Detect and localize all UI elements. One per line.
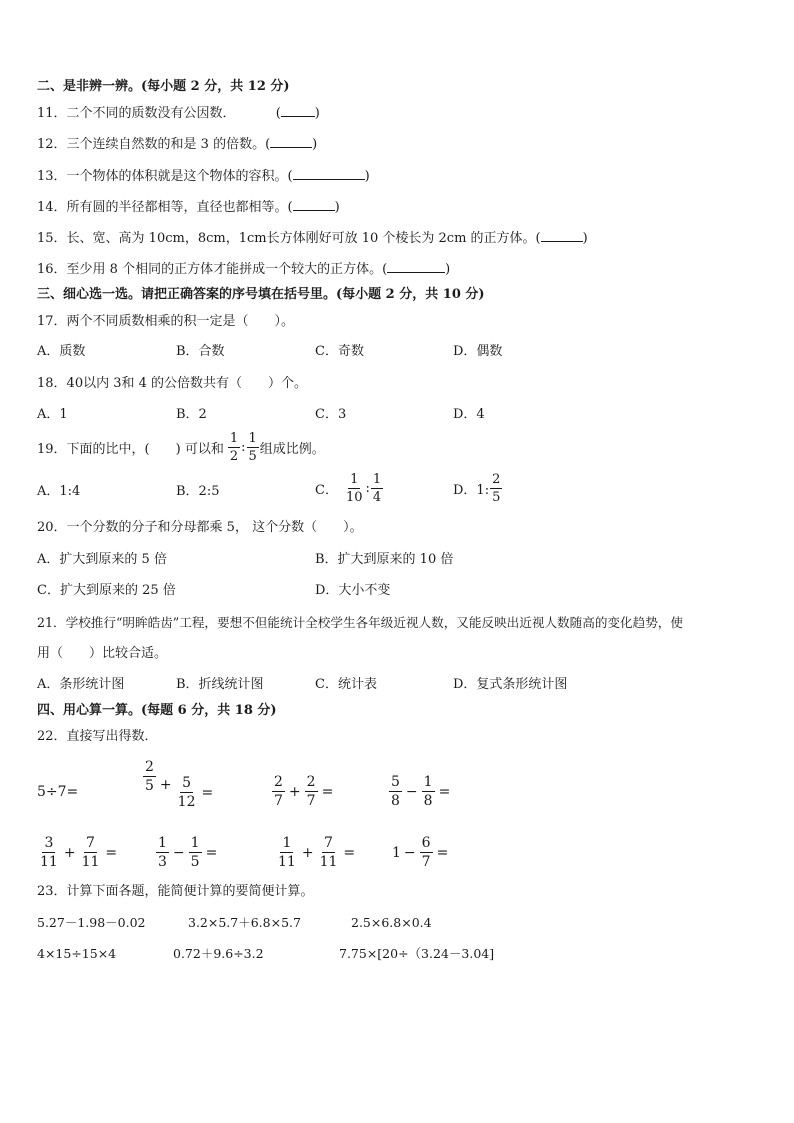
section-4-title: 四、用心算一算。(每题 6 分，共 18 分) [37,703,277,718]
question-15: 15．长、宽、高为 10cm，8cm，1cm长方体刚好可放 10 个棱长为 2cm 的正方体。( ) [37,231,588,246]
question-21-line2: 用（ ）比较合适。 [37,646,168,661]
q19-ratio-fraction-b: $\frac{1}{5}$ [248,431,257,464]
q19-ratio-fraction-a: $\frac{1}{2}$ [229,431,239,464]
question-11-text: 11．二个不同的质数没有公因数． [37,106,236,121]
q19-option-b[interactable]: B．2:5 [176,484,220,499]
question-13-text: 13．一个物体的体积就是这个物体的容积。( [37,169,293,184]
answer-blank-11[interactable] [281,104,315,117]
question-16: 16．至少用 8 个相同的正方体才能拼成一个较大的正方体。( ) [37,262,451,277]
answer-blank-13[interactable] [293,167,365,180]
answer-blank-14[interactable] [293,198,335,211]
q18-option-b[interactable]: B．2 [176,407,207,422]
question-20: 20．一个分数的分子和分母都乘 5， 这个分数（ ）。 [37,520,363,535]
answer-blank-16[interactable] [387,260,445,273]
q19-option-a[interactable]: A．1:4 [37,484,81,499]
q22-item-7: $\frac{1}{11}$ + $\frac{7}{11}$ = [278,835,356,870]
question-19-suffix: 组成比例。 [259,442,325,457]
q18-option-c[interactable]: C．3 [315,407,347,422]
question-15-text: 15．长、宽、高为 10cm，8cm，1cm长方体刚好可放 10 个棱长为 2cm 的正方体。( [37,231,541,246]
question-14-text: 14．所有圆的半径都相等，直径也都相等。( [37,200,293,215]
q20-option-b[interactable]: B．扩大到原来的 10 倍 [315,552,454,567]
q20-option-c[interactable]: C．扩大到原来的 25 倍 [37,583,176,598]
question-12-text: 12．三个连续自然数的和是 3 的倍数。( [37,137,271,152]
q17-option-a[interactable]: A．质数 [37,344,86,359]
q22-item-3: $\frac{2}{7}$ + $\frac{2}{7}$ = [274,774,334,809]
question-12: 12．三个连续自然数的和是 3 的倍数。( ) [37,137,318,152]
question-14: 14．所有圆的半径都相等，直径也都相等。( ) [37,200,340,215]
question-21-line1: 21．学校推行“明眸皓齿”工程，要想不但能统计全校学生各年级近视人数，又能反映出近视人数随高的变化趋势，使 [37,615,683,630]
q22-item-6: $\frac{1}{3}$ − $\frac{1}{5}$ = [158,835,218,870]
q22-item-8: 1 − $\frac{6}{7}$ = [392,835,449,870]
section-3-title: 三、细心选一选。请把正确答案的序号填在括号里。(每小题 2 分，共 10 分) [37,287,485,302]
question-11: 11．二个不同的质数没有公因数． ( ) [37,106,320,121]
q21-option-a[interactable]: A．条形统计图 [37,677,125,692]
question-17: 17．两个不同质数相乘的积一定是（ ）。 [37,314,295,329]
q20-option-d[interactable]: D．大小不变 [315,583,391,598]
q17-option-b[interactable]: B．合数 [176,344,225,359]
q21-option-d[interactable]: D．复式条形统计图 [453,677,568,692]
q19-option-d[interactable]: D．1: $\frac{2}{5}$ [453,472,501,505]
q19-option-c[interactable]: C． $\frac{1}{10}$ : $\frac{1}{4}$ [315,472,382,505]
question-19-text: 19．下面的比中，( ) 可以和 [37,442,224,457]
question-13: 13．一个物体的体积就是这个物体的容积。( ) [37,169,370,184]
q20-option-a[interactable]: A．扩大到原来的 5 倍 [37,552,167,567]
q22-item-4: $\frac{5}{8}$ − $\frac{1}{8}$ = [391,774,451,809]
q22-item-1: 5÷7= [37,784,79,800]
q23-expr-5: 0.72＋9.6÷3.2 [173,946,264,961]
q18-option-a[interactable]: A．1 [37,407,68,422]
question-23: 23．计算下面各题，能简便计算的要简便计算。 [37,884,314,899]
question-19: 19．下面的比中，( ) 可以和 $\frac{1}{2}$ : $\frac{1}{5}$ 组成比例。 [37,431,325,464]
answer-blank-12[interactable] [270,135,312,148]
q17-option-c[interactable]: C．奇数 [315,344,364,359]
q21-option-c[interactable]: C．统计表 [315,677,377,692]
q23-expr-2: 3.2×5.7＋6.8×5.7 [188,915,301,930]
q17-option-d[interactable]: D．偶数 [453,344,503,359]
q23-expr-1: 5.27－1.98－0.02 [37,915,146,930]
section-2-title: 二、是非辨一辨。(每小题 2 分，共 12 分) [37,79,290,94]
question-18: 18．40以内 3和 4 的公倍数共有（ ）个。 [37,376,308,391]
q22-item-2: $\frac{2}{5}$ + $\frac{5}{12}$ = [145,759,214,810]
q21-option-b[interactable]: B．折线统计图 [176,677,264,692]
q23-expr-3: 2.5×6.8×0.4 [351,915,432,930]
question-16-text: 16．至少用 8 个相同的正方体才能拼成一个较大的正方体。( [37,262,388,277]
q22-item-5: $\frac{3}{11}$ + $\frac{7}{11}$ = [40,835,118,870]
q23-expr-4: 4×15÷15×4 [37,946,117,961]
q23-expr-6: 7.75×[20÷（3.24－3.04] [339,946,495,961]
question-22: 22．直接写出得数． [37,729,158,744]
answer-blank-15[interactable] [541,229,583,242]
q18-option-d[interactable]: D．4 [453,407,485,422]
